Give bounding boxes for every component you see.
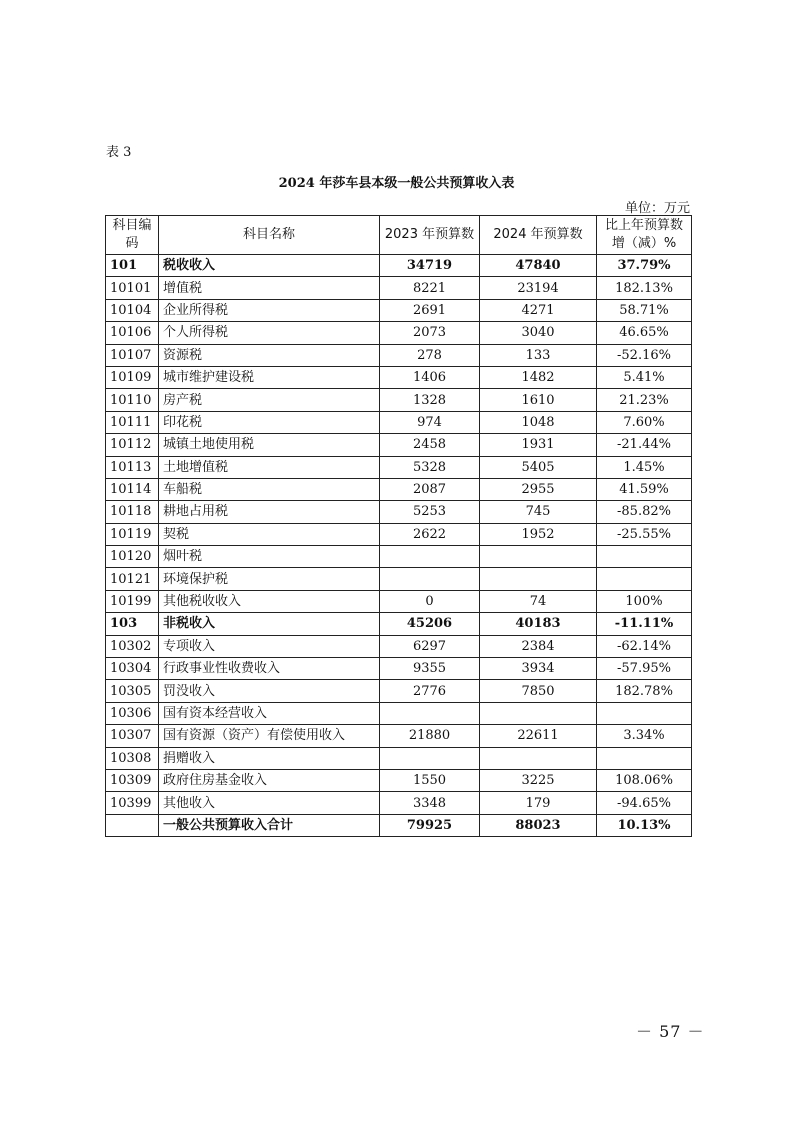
row-budget-2023: [380, 546, 480, 568]
row-budget-2024: 1610: [480, 389, 597, 411]
document-title: 2024 年莎车县本级一般公共预算收入表: [278, 176, 515, 191]
row-budget-2023: 974: [380, 411, 480, 433]
row-change: 100%: [597, 590, 692, 612]
row-budget-2024: 40183: [480, 613, 597, 635]
row-change: [597, 747, 692, 769]
table-row: [106, 702, 692, 724]
row-name: 非税收入: [159, 613, 380, 635]
row-change: 7.60%: [597, 411, 692, 433]
table-row: [106, 792, 692, 814]
table-row: [106, 255, 692, 277]
table-row: [106, 478, 692, 500]
row-name: 其他收入: [159, 792, 380, 814]
row-code: 10121: [106, 568, 159, 590]
row-budget-2023: [380, 747, 480, 769]
row-name: 城镇土地使用税: [159, 434, 380, 456]
row-code: 10113: [106, 456, 159, 478]
row-name: 其他税收收入: [159, 590, 380, 612]
row-change: 41.59%: [597, 478, 692, 500]
row-code: 10304: [106, 658, 159, 680]
row-name: 国有资本经营收入: [159, 702, 380, 724]
row-code: 10104: [106, 299, 159, 321]
row-code: 10308: [106, 747, 159, 769]
row-change: -62.14%: [597, 635, 692, 657]
row-code: 101: [106, 255, 159, 277]
row-name: 城市维护建设税: [159, 366, 380, 388]
table-row: [106, 456, 692, 478]
row-change: -85.82%: [597, 501, 692, 523]
row-budget-2023: 278: [380, 344, 480, 366]
table-row: [106, 568, 692, 590]
row-code: 10305: [106, 680, 159, 702]
header-budget-2023: 2023 年预算数: [380, 216, 480, 255]
row-budget-2023: 5328: [380, 456, 480, 478]
row-code: 10119: [106, 523, 159, 545]
row-change: 182.13%: [597, 277, 692, 299]
table-row: [106, 613, 692, 635]
row-budget-2023: 1550: [380, 769, 480, 791]
row-code: 103: [106, 613, 159, 635]
row-budget-2024: 3225: [480, 769, 597, 791]
row-budget-2024: 1931: [480, 434, 597, 456]
row-code: 10309: [106, 769, 159, 791]
row-budget-2023: 2622: [380, 523, 480, 545]
row-change: -52.16%: [597, 344, 692, 366]
header-name: 科目名称: [159, 216, 380, 255]
row-name: 印花税: [159, 411, 380, 433]
row-budget-2023: 2458: [380, 434, 480, 456]
row-code: 10302: [106, 635, 159, 657]
row-code: 10307: [106, 725, 159, 747]
row-name: 房产税: [159, 389, 380, 411]
row-budget-2023: 2087: [380, 478, 480, 500]
row-code: 10112: [106, 434, 159, 456]
row-budget-2023: 79925: [380, 814, 480, 836]
row-code: 10107: [106, 344, 159, 366]
row-budget-2023: 2691: [380, 299, 480, 321]
row-budget-2023: 9355: [380, 658, 480, 680]
table-row: [106, 277, 692, 299]
table-header-row: [106, 216, 692, 255]
row-budget-2023: [380, 568, 480, 590]
row-name: 国有资源（资产）有偿使用收入: [159, 725, 380, 747]
row-budget-2023: 2776: [380, 680, 480, 702]
table-row: [106, 299, 692, 321]
row-code: 10106: [106, 322, 159, 344]
row-change: 46.65%: [597, 322, 692, 344]
table-row: [106, 389, 692, 411]
row-change: 182.78%: [597, 680, 692, 702]
header-budget-2024: 2024 年预算数: [480, 216, 597, 255]
row-name: 耕地占用税: [159, 501, 380, 523]
table-row: [106, 769, 692, 791]
row-name: 土地增值税: [159, 456, 380, 478]
row-name: 契税: [159, 523, 380, 545]
row-name: 罚没收入: [159, 680, 380, 702]
row-budget-2024: 74: [480, 590, 597, 612]
row-code: 10110: [106, 389, 159, 411]
table-row: [106, 590, 692, 612]
row-change: -25.55%: [597, 523, 692, 545]
row-budget-2023: 1406: [380, 366, 480, 388]
table-row: [106, 546, 692, 568]
row-budget-2024: 1952: [480, 523, 597, 545]
row-change: [597, 702, 692, 724]
table-row: [106, 411, 692, 433]
row-name: 车船税: [159, 478, 380, 500]
row-budget-2024: 47840: [480, 255, 597, 277]
row-change: 5.41%: [597, 366, 692, 388]
row-name: 个人所得税: [159, 322, 380, 344]
row-name: 烟叶税: [159, 546, 380, 568]
row-code: 10101: [106, 277, 159, 299]
row-change: 10.13%: [597, 814, 692, 836]
row-budget-2023: [380, 702, 480, 724]
row-change: 3.34%: [597, 725, 692, 747]
row-code: 10399: [106, 792, 159, 814]
table-row: [106, 366, 692, 388]
row-code: 10120: [106, 546, 159, 568]
row-name: 税收收入: [159, 255, 380, 277]
table-row: [106, 658, 692, 680]
row-code: 10306: [106, 702, 159, 724]
row-budget-2024: 7850: [480, 680, 597, 702]
row-budget-2024: 5405: [480, 456, 597, 478]
row-budget-2024: 23194: [480, 277, 597, 299]
table-row: [106, 635, 692, 657]
row-budget-2023: 1328: [380, 389, 480, 411]
row-change: 1.45%: [597, 456, 692, 478]
row-change: [597, 568, 692, 590]
row-budget-2024: 22611: [480, 725, 597, 747]
row-change: 21.23%: [597, 389, 692, 411]
table-row: [106, 322, 692, 344]
row-name: 资源税: [159, 344, 380, 366]
row-budget-2024: 88023: [480, 814, 597, 836]
row-code: 10118: [106, 501, 159, 523]
page-number: － 57 －: [636, 1022, 705, 1041]
table-label: 表 3: [106, 145, 132, 160]
table-row: [106, 523, 692, 545]
table-row: [106, 501, 692, 523]
budget-table: [105, 215, 692, 837]
row-name: 捐赠收入: [159, 747, 380, 769]
row-budget-2023: 0: [380, 590, 480, 612]
row-budget-2024: [480, 747, 597, 769]
row-name: 环境保护税: [159, 568, 380, 590]
row-budget-2024: 133: [480, 344, 597, 366]
row-change: 58.71%: [597, 299, 692, 321]
row-code: 10199: [106, 590, 159, 612]
row-budget-2024: 3040: [480, 322, 597, 344]
row-name: 企业所得税: [159, 299, 380, 321]
row-budget-2024: 1482: [480, 366, 597, 388]
row-budget-2024: [480, 568, 597, 590]
row-code: 10109: [106, 366, 159, 388]
row-budget-2023: 2073: [380, 322, 480, 344]
row-budget-2024: 179: [480, 792, 597, 814]
row-change: -57.95%: [597, 658, 692, 680]
row-change: 37.79%: [597, 255, 692, 277]
row-budget-2024: 3934: [480, 658, 597, 680]
table-row: [106, 814, 692, 836]
row-code: 10111: [106, 411, 159, 433]
row-change: -94.65%: [597, 792, 692, 814]
row-budget-2023: 8221: [380, 277, 480, 299]
row-budget-2024: 2955: [480, 478, 597, 500]
row-code: [106, 814, 159, 836]
unit-label: 单位：万元: [624, 201, 690, 216]
row-change: [597, 546, 692, 568]
row-budget-2024: 4271: [480, 299, 597, 321]
table-row: [106, 747, 692, 769]
row-budget-2023: 21880: [380, 725, 480, 747]
row-name: 专项收入: [159, 635, 380, 657]
row-name: 增值税: [159, 277, 380, 299]
row-budget-2024: [480, 546, 597, 568]
row-change: -11.11%: [597, 613, 692, 635]
row-budget-2024: [480, 702, 597, 724]
row-budget-2024: 1048: [480, 411, 597, 433]
row-budget-2023: 6297: [380, 635, 480, 657]
header-change: 比上年预算数增（减）%: [597, 216, 692, 255]
row-change: 108.06%: [597, 769, 692, 791]
table-row: [106, 725, 692, 747]
row-budget-2024: 2384: [480, 635, 597, 657]
row-name: 政府住房基金收入: [159, 769, 380, 791]
row-code: 10114: [106, 478, 159, 500]
row-budget-2023: 45206: [380, 613, 480, 635]
header-code: 科目编码: [106, 216, 159, 255]
table-row: [106, 344, 692, 366]
table-row: [106, 680, 692, 702]
table-row: [106, 434, 692, 456]
row-name: 行政事业性收费收入: [159, 658, 380, 680]
row-budget-2024: 745: [480, 501, 597, 523]
row-budget-2023: 5253: [380, 501, 480, 523]
row-change: -21.44%: [597, 434, 692, 456]
row-budget-2023: 3348: [380, 792, 480, 814]
row-name: 一般公共预算收入合计: [159, 814, 380, 836]
row-budget-2023: 34719: [380, 255, 480, 277]
